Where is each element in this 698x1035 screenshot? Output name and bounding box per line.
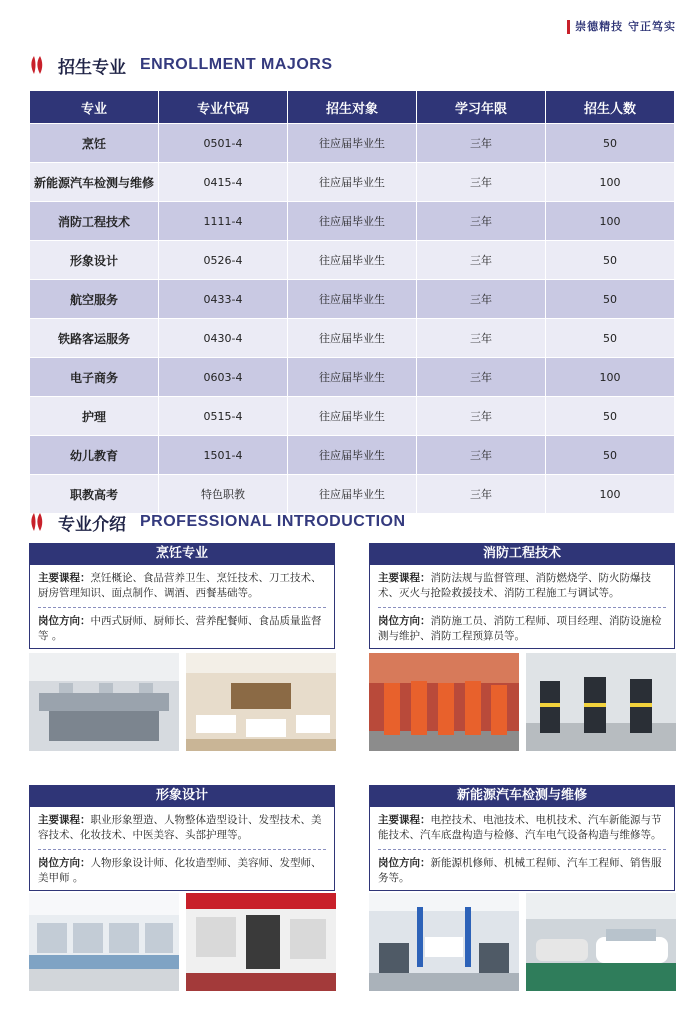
enrollment-table <box>29 90 675 514</box>
card-title: 形象设计 <box>29 785 335 807</box>
cell-target: 往应届毕业生 <box>288 319 417 358</box>
job-label: 岗位方向： <box>378 615 431 627</box>
table-header-row <box>30 91 675 124</box>
divider <box>378 607 666 608</box>
cell-target: 往应届毕业生 <box>288 163 417 202</box>
card-fire-engineering <box>369 543 675 649</box>
cell-count: 100 <box>546 163 675 202</box>
course-label: 主要课程： <box>378 814 431 826</box>
job-label: 岗位方向： <box>378 857 431 869</box>
cell-major: 新能源汽车检测与维修 <box>30 163 159 202</box>
cell-major: 消防工程技术 <box>30 202 159 241</box>
cell-target: 往应届毕业生 <box>288 475 417 514</box>
divider <box>38 849 326 850</box>
cell-code: 0603-4 <box>159 358 288 397</box>
table-row <box>30 280 675 319</box>
photo-firefighters-truck <box>369 653 519 751</box>
cell-major: 电子商务 <box>30 358 159 397</box>
cell-major: 铁路客运服务 <box>30 319 159 358</box>
photo-design-exhibition <box>186 893 336 991</box>
cell-major: 航空服务 <box>30 280 159 319</box>
cell-target: 往应届毕业生 <box>288 124 417 163</box>
job-row <box>378 856 666 886</box>
card-title: 新能源汽车检测与维修 <box>369 785 675 807</box>
photo-kitchen-lab <box>29 653 179 751</box>
table-row <box>30 241 675 280</box>
card-image-design <box>29 785 335 891</box>
cell-years: 三年 <box>417 358 546 397</box>
col-header-target: 招生对象 <box>288 91 417 124</box>
flame-logo-icon <box>30 512 44 532</box>
col-header-years: 学习年限 <box>417 91 546 124</box>
course-label: 主要课程： <box>378 572 431 584</box>
cell-code: 0433-4 <box>159 280 288 319</box>
card-body <box>369 807 675 891</box>
cell-years: 三年 <box>417 475 546 514</box>
cell-target: 往应届毕业生 <box>288 280 417 319</box>
card-body <box>29 807 335 891</box>
school-motto: 崇德精技 守正笃实 <box>567 20 676 34</box>
photo-firefighters-running <box>526 653 676 751</box>
cell-code: 0501-4 <box>159 124 288 163</box>
photo-auto-workshop <box>369 893 519 991</box>
table-row <box>30 163 675 202</box>
divider <box>378 849 666 850</box>
cell-years: 三年 <box>417 436 546 475</box>
card-new-energy-vehicle <box>369 785 675 891</box>
cell-target: 往应届毕业生 <box>288 397 417 436</box>
card-body <box>29 565 335 649</box>
card-title: 烹饪专业 <box>29 543 335 565</box>
table-row <box>30 202 675 241</box>
cell-years: 三年 <box>417 397 546 436</box>
cell-target: 往应届毕业生 <box>288 436 417 475</box>
job-text: 新能源机修师、机械工程师、汽车工程师、销售服务等。 <box>378 857 662 884</box>
photo-makeup-classroom <box>29 893 179 991</box>
divider <box>38 607 326 608</box>
cell-count: 50 <box>546 436 675 475</box>
job-text: 人物形象设计师、化妆造型师、美容师、发型师、美甲师 。 <box>38 857 322 884</box>
cell-count: 100 <box>546 358 675 397</box>
course-text: 消防法规与监督管理、消防燃烧学、防火防爆技术、灭火与抢险救援技术、消防工程施工与调试等。 <box>378 572 651 599</box>
cell-code: 1111-4 <box>159 202 288 241</box>
job-row <box>38 614 326 644</box>
course-text: 职业形象塑造、人物整体造型设计、发型技术、美容技术、化妆技术、中医美容、头部护理等。 <box>38 814 322 841</box>
cell-major: 形象设计 <box>30 241 159 280</box>
course-row <box>378 813 666 843</box>
cell-years: 三年 <box>417 163 546 202</box>
enroll-title-en: ENROLLMENT MAJORS <box>140 56 333 73</box>
course-row <box>38 813 326 843</box>
col-header-code: 专业代码 <box>159 91 288 124</box>
intro-section-title <box>30 509 406 535</box>
cell-target: 往应届毕业生 <box>288 241 417 280</box>
intro-title-en: PROFESSIONAL INTRODUCTION <box>140 513 406 530</box>
cell-count: 50 <box>546 124 675 163</box>
card-cooking <box>29 543 335 649</box>
cell-code: 0415-4 <box>159 163 288 202</box>
course-row <box>38 571 326 601</box>
cell-years: 三年 <box>417 280 546 319</box>
cell-count: 50 <box>546 397 675 436</box>
cell-code: 0430-4 <box>159 319 288 358</box>
card-title: 消防工程技术 <box>369 543 675 565</box>
job-row <box>38 856 326 886</box>
cell-count: 100 <box>546 202 675 241</box>
cell-years: 三年 <box>417 319 546 358</box>
table-row <box>30 436 675 475</box>
cell-count: 50 <box>546 241 675 280</box>
course-label: 主要课程： <box>38 572 91 584</box>
cell-major: 烹饪 <box>30 124 159 163</box>
table-row <box>30 124 675 163</box>
col-header-major: 专业 <box>30 91 159 124</box>
table-row <box>30 319 675 358</box>
cell-years: 三年 <box>417 202 546 241</box>
course-row <box>378 571 666 601</box>
enroll-section-title <box>30 52 333 78</box>
cell-major: 幼儿教育 <box>30 436 159 475</box>
cell-years: 三年 <box>417 241 546 280</box>
cell-code: 特色职教 <box>159 475 288 514</box>
cell-code: 0526-4 <box>159 241 288 280</box>
cell-count: 50 <box>546 319 675 358</box>
cell-target: 往应届毕业生 <box>288 202 417 241</box>
photo-dining-hall <box>186 653 336 751</box>
table-row <box>30 397 675 436</box>
course-label: 主要课程： <box>38 814 91 826</box>
cell-code: 1501-4 <box>159 436 288 475</box>
cell-years: 三年 <box>417 124 546 163</box>
enroll-title-cn: 招生专业 <box>58 57 126 78</box>
table-row <box>30 475 675 514</box>
table-row <box>30 358 675 397</box>
job-text: 消防施工员、消防工程师、项目经理、消防设施检测与维护、消防工程预算员等。 <box>378 615 662 642</box>
course-text: 烹饪概论、食品营养卫生、烹饪技术、刀工技术、厨房管理知识、面点制作、调酒、西餐基础等。 <box>38 572 322 599</box>
photo-car-showroom <box>526 893 676 991</box>
cell-count: 100 <box>546 475 675 514</box>
cell-target: 往应届毕业生 <box>288 358 417 397</box>
course-text: 电控技术、电池技术、电机技术、汽车新能源与节能技术、汽车底盘构造与检修、汽车电气设备构造与维修等。 <box>378 814 662 841</box>
card-body <box>369 565 675 649</box>
cell-code: 0515-4 <box>159 397 288 436</box>
job-row <box>378 614 666 644</box>
cell-major: 护理 <box>30 397 159 436</box>
job-label: 岗位方向： <box>38 615 91 627</box>
job-label: 岗位方向： <box>38 857 91 869</box>
col-header-count: 招生人数 <box>546 91 675 124</box>
cell-major: 职教高考 <box>30 475 159 514</box>
intro-title-cn: 专业介绍 <box>58 514 126 535</box>
flame-logo-icon <box>30 55 44 75</box>
cell-count: 50 <box>546 280 675 319</box>
job-text: 中西式厨师、厨师长、营养配餐师、食品质量监督等 。 <box>38 615 322 642</box>
